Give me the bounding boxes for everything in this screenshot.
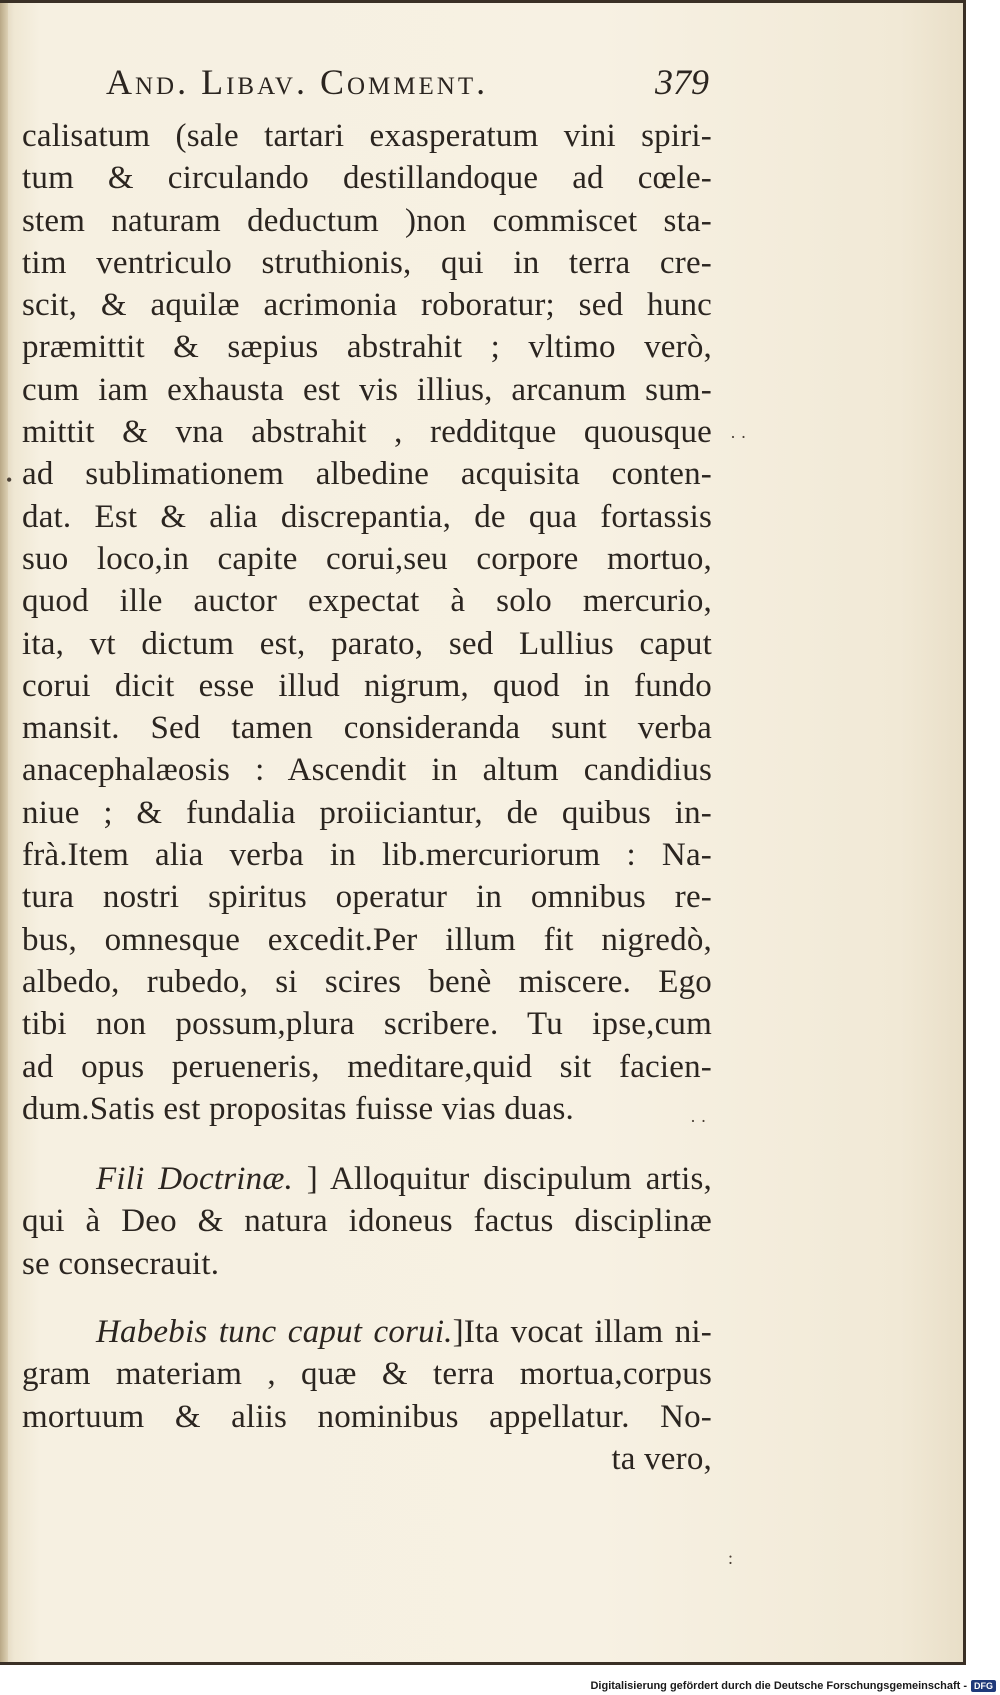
text-line: dat. Est & alia discrepantia, de qua fortassis <box>22 498 712 535</box>
footer-credit: Digitalisierung gefördert durch die Deutsche Forschungsgemeinschaft - <box>590 1679 967 1692</box>
text-line: tim ventriculo struthionis, qui in terra cre- <box>22 244 712 281</box>
lemma-line <box>22 1158 712 1200</box>
dfg-logo: DFG <box>971 1680 996 1692</box>
running-head-title: And. Libav. Comment. <box>106 62 489 102</box>
paragraph-gap <box>22 1285 712 1311</box>
lemma-gloss: ] Alloquitur discipulum artis, <box>306 1161 712 1198</box>
page-gutter-shadow <box>0 3 8 1662</box>
text-line: mittit & vna abstrahit , redditque quousque <box>22 414 712 451</box>
catchword: ta vero, <box>611 1440 712 1477</box>
running-head <box>106 61 709 105</box>
text-line: calisatum (sale tartari exasperatum vini spiri- <box>22 118 712 154</box>
margin-dot: • <box>6 470 13 490</box>
text-line: ad opus perueneris, meditare,quid sit facien- <box>22 1048 712 1085</box>
page-number: 379 <box>655 62 709 102</box>
text-line: scit, & aquilæ acrimonia roboratur; sed hunc <box>22 287 712 324</box>
paragraph-gap <box>22 1130 712 1158</box>
text-line: mortuum & aliis nominibus appellatur. No- <box>22 1398 712 1435</box>
margin-dot: · · <box>690 1111 707 1131</box>
text-line: præmittit & sæpius abstrahit ; vltimo verò, <box>22 329 712 366</box>
margin-dot: : <box>728 1548 734 1568</box>
text-line: tura nostri spiritus operatur in omnibus re- <box>22 879 712 916</box>
text-line: niue ; & fundalia proiiciantur, de quibus in- <box>22 794 712 831</box>
text-line: ad sublimationem albedine acquisita conten- <box>22 456 712 493</box>
text-line: stem naturam deductum )non commiscet sta- <box>22 202 712 239</box>
text-line: suo loco,in capite corui,seu corpore mortuo, <box>22 540 712 577</box>
text-line: bus, omnesque excedit.Per illum fit nigredò, <box>22 921 712 958</box>
text-line: dum.Satis est propositas fuisse vias duas. <box>22 1090 574 1127</box>
text-line: gram materiam , quæ & terra mortua,corpus <box>22 1356 712 1393</box>
lemma-line <box>22 1311 712 1353</box>
lemma-gloss: ]Ita vocat illam ni- <box>452 1314 712 1351</box>
text-line: anacephalæosis : Ascendit in altum candidius <box>22 752 712 789</box>
text-line: ita, vt dictum est, parato, sed Lullius caput <box>22 625 712 662</box>
text-line: corui dicit esse illud nigrum, quod in fundo <box>22 667 712 704</box>
text-line: qui à Deo & natura idoneus factus disciplinæ <box>22 1203 712 1240</box>
text-line: tum & circulando destillandoque ad cœle- <box>22 160 712 197</box>
footer-credit-bar <box>0 1676 1000 1695</box>
text-line: tibi non possum,plura scribere. Tu ipse,cum <box>22 1006 712 1043</box>
text-line: quod ille auctor expectat à solo mercurio, <box>22 583 712 620</box>
lemma: Fili Doctrinæ. <box>96 1161 293 1198</box>
text-line: frà.Item alia verba in lib.mercuriorum : Na- <box>22 837 712 874</box>
text-line: mansit. Sed tamen consideranda sunt verba <box>22 710 712 747</box>
text-line: se consecrauit. <box>22 1245 220 1282</box>
lemma: Habebis tunc caput corui. <box>96 1314 453 1351</box>
margin-dot: · · <box>730 427 747 447</box>
commentary-text <box>22 115 712 1480</box>
text-line: cum iam exhausta est vis illius, arcanum sum- <box>22 371 712 408</box>
text-line: albedo, rubedo, si scires benè miscere. Ego <box>22 963 712 1000</box>
